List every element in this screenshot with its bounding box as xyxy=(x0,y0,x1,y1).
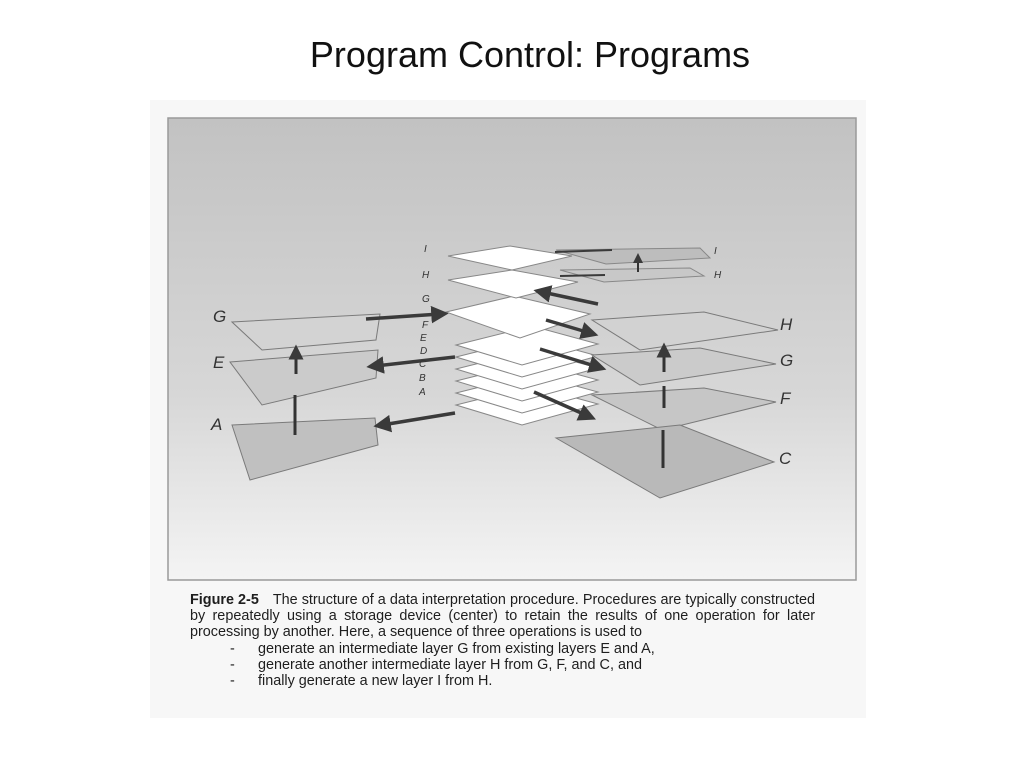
caption-bullet: - finally generate a new layer I from H. xyxy=(230,673,493,690)
label-center-b: B xyxy=(419,373,426,384)
label-right-g: G xyxy=(780,351,794,370)
label-left-e: E xyxy=(213,353,225,372)
label-right-small-i: I xyxy=(714,246,717,257)
label-center-c: C xyxy=(419,359,427,370)
label-right-f: F xyxy=(780,389,791,408)
caption-bullets xyxy=(190,641,815,690)
caption-bullet: - generate an intermediate layer G from existing layers E and A, xyxy=(230,640,655,657)
caption-paragraph xyxy=(190,592,815,641)
label-right-c: C xyxy=(779,449,792,468)
label-left-g: G xyxy=(213,307,227,326)
slide-title: Program Control: Programs xyxy=(309,34,751,75)
label-center-g: G xyxy=(422,294,430,305)
label-left-a: A xyxy=(211,415,223,434)
label-center-i: I xyxy=(424,244,427,255)
caption-bullet: - generate another intermediate layer H from G, F, and C, and xyxy=(230,656,642,673)
figure-caption xyxy=(190,592,815,689)
figure-number: Figure 2-5 xyxy=(190,592,259,608)
label-center-h: H xyxy=(422,270,430,281)
label-center-f: F xyxy=(422,320,429,331)
label-right-h: H xyxy=(780,315,793,334)
arrow-right-small-to-center xyxy=(560,275,605,276)
label-center-d: D xyxy=(420,346,428,357)
label-center-a: A xyxy=(419,387,426,398)
label-center-e: E xyxy=(420,333,427,344)
caption-text: The structure of a data interpretation procedure. Procedures are typically constructed by repeatedly using a storage device (center) to retain the results of one operation for later processing by another. Here, a sequence of three operations is used to xyxy=(190,592,815,641)
label-right-small-h: H xyxy=(714,270,722,281)
